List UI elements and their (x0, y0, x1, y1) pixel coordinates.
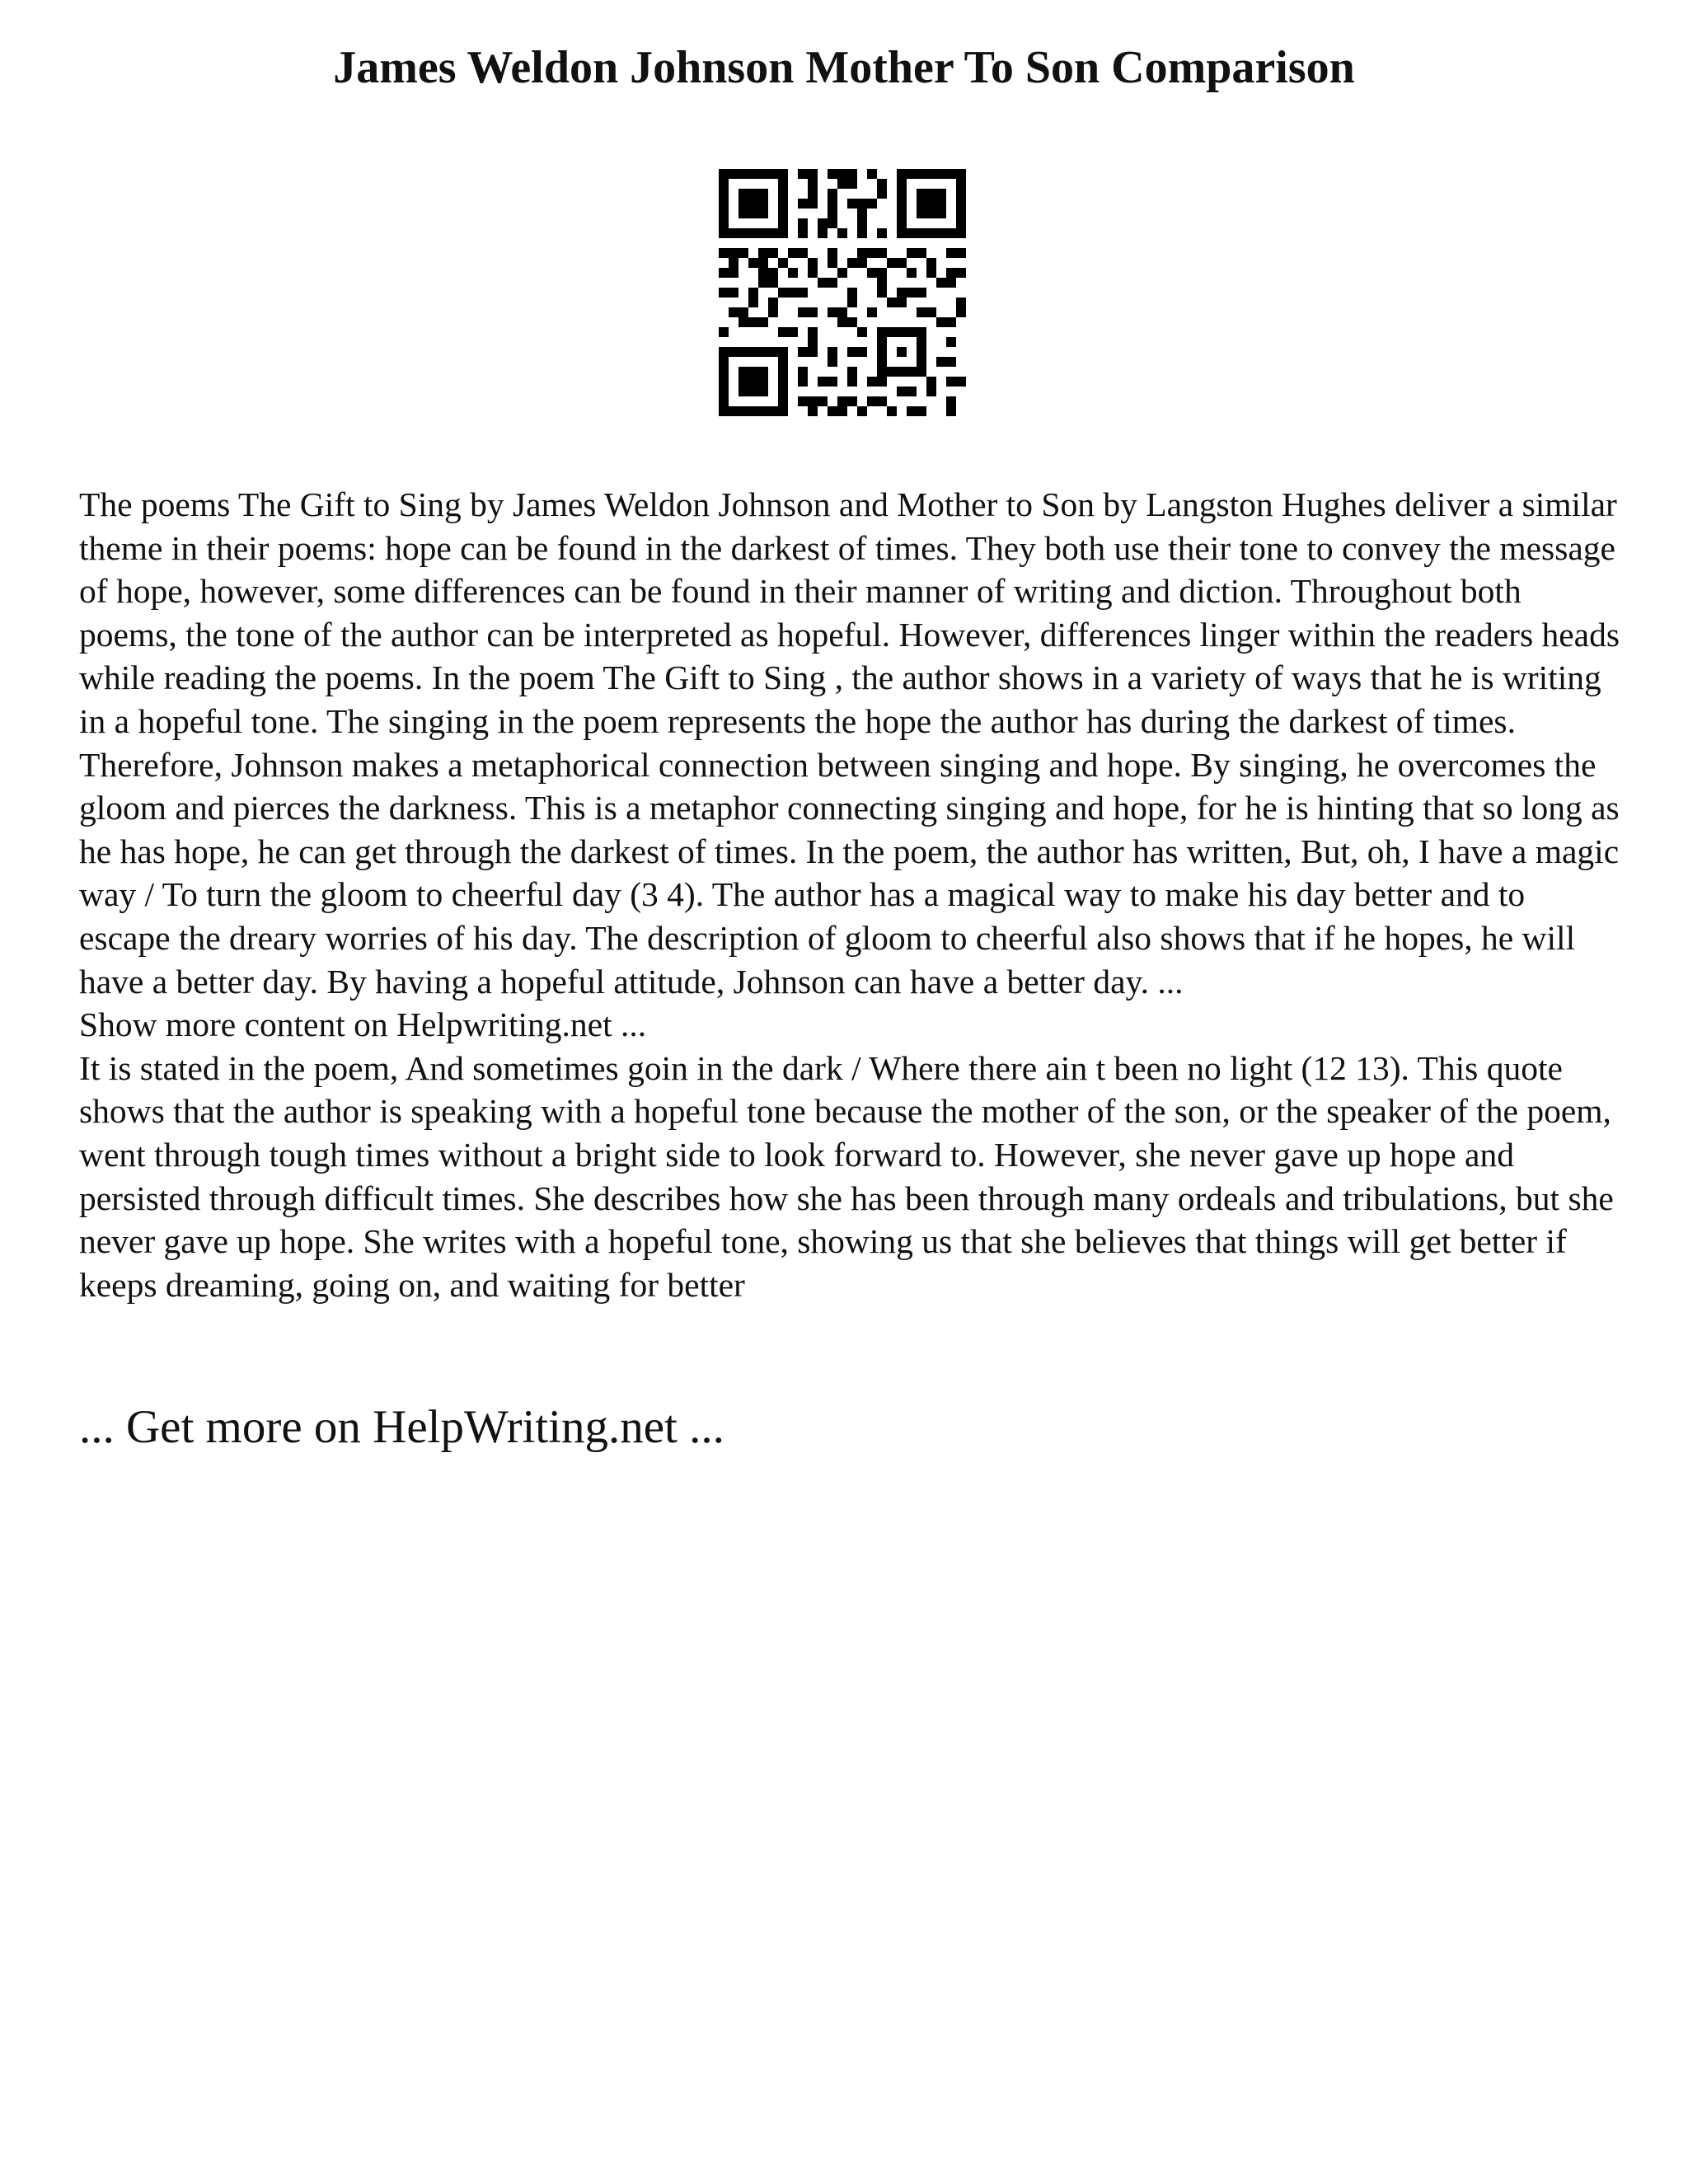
get-more-link[interactable]: ... Get more on HelpWriting.net ... (79, 1401, 724, 1453)
paragraph-intro: The poems The Gift to Sing by James Weldon Johnson and Mother to Son by Langston Hughes deliver a similar theme in their poems: hope can be found in the darkest of times. They both use their tone to convey the message of hope, however, some differences can be found in their manner of writing and diction. Throughout both poems, the tone of the author can be interpreted as hopeful. However, differences linger within the readers heads while reading the poems. In the poem The Gift to Sing , the author shows in a variety of ways that he is writing in a hopeful tone. The singing in the poem represents the hope the author has during the darkest of times. Therefore, Johnson makes a metaphorical connection between singing and hope. By singing, he overcomes the gloom and pierces the darkness. This is a metaphor connecting singing and hope, for he is hinting that so long as he has hope, he can get through the darkest of times. In the poem, the author has written, But, oh, I have a magic way / To turn the gloom to cheerful day (3 4). The author has a magical way to make his day better and to escape the dreary worries of his day. The description of gloom to cheerful also shows that if he hopes, he will have a better day. By having a hopeful attitude, Johnson can have a better day. ... (79, 485, 1620, 1001)
qr-code-graphic (719, 169, 966, 416)
show-more-link[interactable]: Show more content on Helpwriting.net ... (79, 1005, 647, 1044)
qr-code-icon (719, 169, 966, 416)
page-title: James Weldon Johnson Mother To Son Comparison (333, 42, 1355, 93)
paragraph-continued: It is stated in the poem, And sometimes goin in the dark / Where there ain t been no light (12 13). This quote shows that the author is speaking with a hopeful tone because the mother of the son, or the speaker of the poem, went through tough times without a bright side to look forward to. However, she never gave up hope and persisted through difficult times. She describes how she has been through many ordeals and tribulations, but she never gave up hope. She writes with a hopeful tone, showing us that she believes that things will get better if keeps dreaming, going on, and waiting for better (79, 1048, 1614, 1304)
article-body (79, 483, 1620, 1306)
